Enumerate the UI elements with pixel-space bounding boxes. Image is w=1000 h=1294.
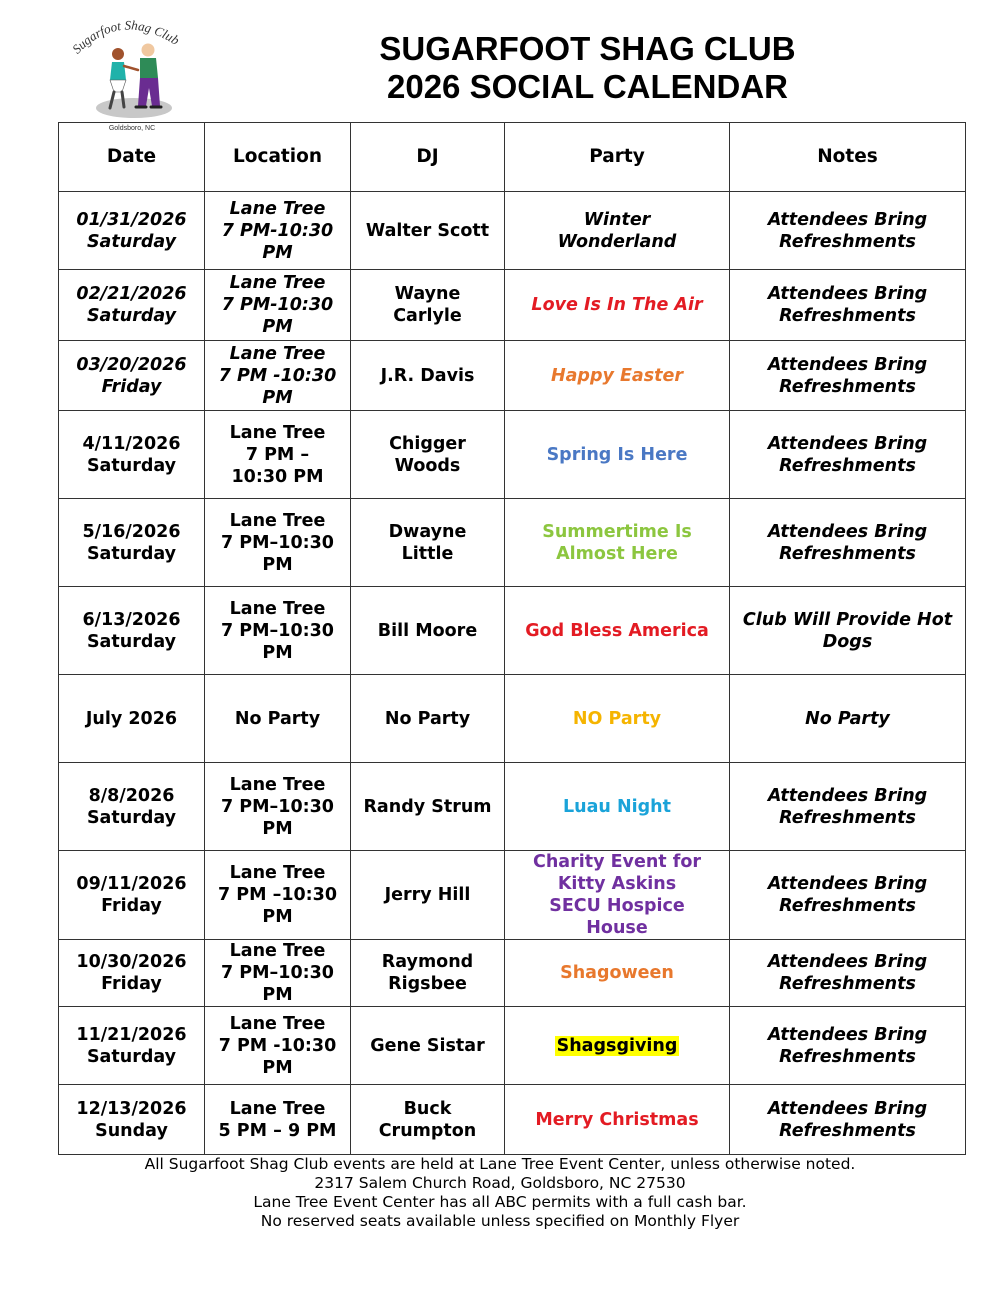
cell-line: Lane Tree xyxy=(229,863,326,883)
cell-line: Lane Tree xyxy=(229,510,326,531)
cell-line: Friday xyxy=(101,974,162,994)
cell-line: Lane Tree xyxy=(229,1013,326,1034)
cell-party xyxy=(505,192,730,270)
cell-line: 7 PM -10:30 xyxy=(218,1035,337,1056)
cell-line: 6/13/2026 xyxy=(82,609,181,630)
cell-line: Attendees Bring xyxy=(767,952,928,972)
cell-line xyxy=(509,1035,725,1057)
cell-location xyxy=(205,192,351,270)
cell-line: Refreshments xyxy=(779,376,916,397)
cell-line: Sunday xyxy=(95,1120,168,1141)
cell-dj xyxy=(351,940,505,1007)
cell-line: Refreshments xyxy=(779,1046,916,1067)
cell-line: Carlyle xyxy=(393,306,462,326)
cell-line: PM xyxy=(262,554,293,575)
table-row xyxy=(59,675,966,763)
cell-dj xyxy=(351,675,505,763)
cell-date xyxy=(59,851,205,940)
cell-notes xyxy=(730,341,966,411)
logo-text: Sugarfoot Shag Club xyxy=(69,17,183,57)
cell-party xyxy=(505,587,730,675)
cell-line: 5/16/2026 xyxy=(82,521,181,542)
cell-party xyxy=(505,411,730,499)
cell-date xyxy=(59,1085,205,1155)
cell-line: 11/21/2026 xyxy=(76,1024,187,1045)
cell-location xyxy=(205,851,351,940)
cell-line: Gene Sistar xyxy=(370,1035,485,1056)
cell-location xyxy=(205,675,351,763)
cell-line: Wonderland xyxy=(557,231,677,252)
cell-line: 10:30 PM xyxy=(231,466,324,487)
table-row xyxy=(59,1007,966,1085)
cell-line: Lane Tree xyxy=(229,941,326,961)
cell-notes xyxy=(730,1007,966,1085)
header-dj: DJ xyxy=(351,123,505,192)
cell-line: PM xyxy=(262,1057,293,1078)
cell-dj xyxy=(351,1085,505,1155)
cell-line: Buck xyxy=(403,1098,452,1119)
cell-line: Raymond xyxy=(381,952,474,972)
table-row xyxy=(59,851,966,940)
cell-party xyxy=(505,675,730,763)
cell-line: Almost Here xyxy=(556,543,678,564)
cell-notes xyxy=(730,270,966,341)
cell-line: Rigsbee xyxy=(388,974,467,994)
table-header-row xyxy=(59,123,966,192)
cell-line: 7 PM–10:30 xyxy=(221,963,334,983)
cell-line: Saturday xyxy=(86,543,177,564)
footer-line: Lane Tree Event Center has all ABC permits with a full cash bar. xyxy=(253,1193,747,1211)
cell-line: 7 PM – xyxy=(245,444,310,465)
cell-date xyxy=(59,763,205,851)
cell-line: Chigger xyxy=(389,433,466,454)
cell-line: 10/30/2026 xyxy=(76,952,187,972)
cell-line: Lane Tree xyxy=(229,598,326,619)
cell-notes xyxy=(730,763,966,851)
cell-line: July 2026 xyxy=(85,708,178,729)
cell-line: Refreshments xyxy=(779,306,916,326)
svg-text:Sugarfoot Shag Club xyxy=(69,17,183,56)
cell-line: Saturday xyxy=(86,1046,177,1067)
dancer-girl-top xyxy=(110,62,126,80)
cell-line: Dogs xyxy=(822,631,873,652)
cell-line: Lane Tree xyxy=(229,343,326,364)
cell-date xyxy=(59,270,205,341)
cell-location xyxy=(205,1085,351,1155)
cell-dj xyxy=(351,1007,505,1085)
cell-line: Dwayne xyxy=(388,521,467,542)
cell-party xyxy=(505,270,730,341)
cell-line: Lane Tree xyxy=(229,422,326,443)
cell-line: Refreshments xyxy=(779,974,916,994)
cell-line: 7 PM–10:30 xyxy=(221,796,334,817)
header-notes: Notes xyxy=(730,123,966,192)
cell-party xyxy=(505,763,730,851)
cell-line: Shagoween xyxy=(560,963,674,983)
cell-line: Woods xyxy=(394,455,461,476)
cell-line: Walter Scott xyxy=(365,220,490,241)
cell-location xyxy=(205,411,351,499)
cell-location xyxy=(205,587,351,675)
cell-line: PM xyxy=(262,317,293,337)
cell-line: Attendees Bring xyxy=(767,209,928,230)
cell-line: No Party xyxy=(805,708,890,729)
cell-line: Saturday xyxy=(86,455,177,476)
social-calendar-table xyxy=(58,122,966,1155)
cell-line: 7 PM–10:30 xyxy=(221,620,334,641)
table-row xyxy=(59,270,966,341)
cell-party xyxy=(505,1085,730,1155)
highlighted-text: Shagsgiving xyxy=(556,1035,678,1056)
footer-notes xyxy=(0,1155,1000,1231)
footer-line: 2317 Salem Church Road, Goldsboro, NC 27530 xyxy=(314,1174,686,1192)
cell-line: House xyxy=(586,918,648,938)
cell-date xyxy=(59,341,205,411)
page-title xyxy=(300,30,875,106)
footer-line: No reserved seats available unless specified on Monthly Flyer xyxy=(260,1212,740,1230)
cell-line: Happy Easter xyxy=(550,365,684,386)
club-logo xyxy=(62,10,202,138)
cell-line: Saturday xyxy=(86,631,177,652)
table-row xyxy=(59,1085,966,1155)
cell-line: NO Party xyxy=(572,708,662,729)
dancer-girl-head xyxy=(112,48,124,60)
cell-line: PM xyxy=(262,985,293,1005)
cell-location xyxy=(205,763,351,851)
cell-party xyxy=(505,499,730,587)
cell-line: PM xyxy=(262,642,293,663)
cell-line: God Bless America xyxy=(525,620,709,641)
cell-line: Refreshments xyxy=(779,231,916,252)
cell-line: Attendees Bring xyxy=(767,785,928,806)
table-row xyxy=(59,587,966,675)
cell-line: 01/31/2026 xyxy=(76,209,187,230)
cell-line: Lane Tree xyxy=(229,273,326,293)
cell-line: 02/21/2026 xyxy=(76,284,187,304)
cell-date xyxy=(59,1007,205,1085)
table-row xyxy=(59,411,966,499)
cell-line: Randy Strum xyxy=(363,796,492,817)
cell-line: 09/11/2026 xyxy=(76,874,187,894)
cell-dj xyxy=(351,499,505,587)
cell-line: Crumpton xyxy=(378,1120,477,1141)
table-row xyxy=(59,940,966,1007)
cell-line: Refreshments xyxy=(779,807,916,828)
cell-notes xyxy=(730,192,966,270)
cell-line: Attendees Bring xyxy=(767,1098,928,1119)
cell-line: 7 PM-10:30 xyxy=(221,295,334,315)
cell-line: 4/11/2026 xyxy=(82,433,181,454)
cell-location xyxy=(205,499,351,587)
cell-line: 7 PM -10:30 xyxy=(218,365,337,386)
cell-date xyxy=(59,940,205,1007)
cell-line: Attendees Bring xyxy=(767,874,928,894)
cell-line: Attendees Bring xyxy=(767,1024,928,1045)
cell-line: Bill Moore xyxy=(377,620,478,641)
cell-line: Saturday xyxy=(86,807,177,828)
cell-date xyxy=(59,192,205,270)
cell-notes xyxy=(730,940,966,1007)
cell-location xyxy=(205,341,351,411)
cell-line: Lane Tree xyxy=(229,198,326,219)
dancer-boy-head xyxy=(142,44,155,57)
logo-location: Goldsboro, NC xyxy=(108,125,156,132)
cell-line: 7 PM –10:30 xyxy=(217,885,338,905)
cell-dj xyxy=(351,270,505,341)
cell-party xyxy=(505,851,730,940)
table-row xyxy=(59,192,966,270)
cell-line: No Party xyxy=(234,708,321,729)
cell-line: Refreshments xyxy=(779,1120,916,1141)
cell-line: Refreshments xyxy=(779,896,916,916)
cell-line: PM xyxy=(262,907,293,927)
table-row xyxy=(59,499,966,587)
cell-line: Lane Tree xyxy=(229,774,326,795)
cell-line: Refreshments xyxy=(779,543,916,564)
cell-date xyxy=(59,587,205,675)
cell-line: 03/20/2026 xyxy=(76,354,187,375)
cell-dj xyxy=(351,587,505,675)
header-date: Date xyxy=(59,123,205,192)
cell-line: 12/13/2026 xyxy=(76,1098,187,1119)
cell-line: Spring Is Here xyxy=(546,444,688,465)
cell-line: Charity Event for xyxy=(532,852,702,872)
cell-notes xyxy=(730,1085,966,1155)
cell-date xyxy=(59,675,205,763)
cell-line: No Party xyxy=(384,708,471,729)
cell-line: Attendees Bring xyxy=(767,433,928,454)
cell-line: Jerry Hill xyxy=(384,885,471,905)
cell-line: Love Is In The Air xyxy=(531,295,703,315)
cell-line: Little xyxy=(401,543,454,564)
cell-line: PM xyxy=(262,242,293,263)
cell-party xyxy=(505,1007,730,1085)
cell-dj xyxy=(351,341,505,411)
cell-line: PM xyxy=(262,818,293,839)
cell-location xyxy=(205,940,351,1007)
cell-line: Lane Tree xyxy=(229,1098,326,1119)
cell-line: PM xyxy=(262,387,293,408)
cell-line: Summertime Is xyxy=(542,521,692,542)
cell-line: Club Will Provide Hot xyxy=(742,609,953,630)
cell-line: Merry Christmas xyxy=(535,1109,699,1130)
cell-line: Refreshments xyxy=(779,455,916,476)
cell-notes xyxy=(730,499,966,587)
cell-line: Luau Night xyxy=(563,796,671,817)
cell-location xyxy=(205,270,351,341)
cell-dj xyxy=(351,763,505,851)
header-location: Location xyxy=(205,123,351,192)
table-row xyxy=(59,341,966,411)
table-row xyxy=(59,763,966,851)
cell-line: Wayne xyxy=(394,284,461,304)
cell-line: Saturday xyxy=(86,231,177,252)
cell-notes xyxy=(730,675,966,763)
cell-line: 8/8/2026 xyxy=(88,785,175,806)
cell-line: SECU Hospice xyxy=(549,896,685,916)
footer-line: All Sugarfoot Shag Club events are held at Lane Tree Event Center, unless otherwise noted. xyxy=(144,1155,856,1173)
cell-line: Attendees Bring xyxy=(767,521,928,542)
cell-date xyxy=(59,499,205,587)
cell-line: Friday xyxy=(101,896,162,916)
cell-party xyxy=(505,341,730,411)
cell-line: Friday xyxy=(101,376,162,397)
title-line-1: SUGARFOOT SHAG CLUB xyxy=(379,30,796,67)
dancer-boy-shirt xyxy=(140,58,158,78)
cell-line: 5 PM – 9 PM xyxy=(218,1120,337,1141)
cell-line: 7 PM–10:30 xyxy=(221,532,334,553)
cell-line: Saturday xyxy=(86,306,177,326)
cell-party xyxy=(505,940,730,1007)
cell-notes xyxy=(730,411,966,499)
cell-line: J.R. Davis xyxy=(380,365,475,386)
cell-line: Kitty Askins xyxy=(557,874,677,894)
cell-dj xyxy=(351,411,505,499)
cell-notes xyxy=(730,851,966,940)
header-party: Party xyxy=(505,123,730,192)
cell-location xyxy=(205,1007,351,1085)
cell-notes xyxy=(730,587,966,675)
title-line-2: 2026 SOCIAL CALENDAR xyxy=(387,68,788,105)
cell-date xyxy=(59,411,205,499)
cell-line: Winter xyxy=(583,209,651,230)
cell-line: 7 PM-10:30 xyxy=(221,220,334,241)
cell-dj xyxy=(351,192,505,270)
cell-line: Attendees Bring xyxy=(767,354,928,375)
cell-dj xyxy=(351,851,505,940)
cell-line: Attendees Bring xyxy=(767,284,928,304)
